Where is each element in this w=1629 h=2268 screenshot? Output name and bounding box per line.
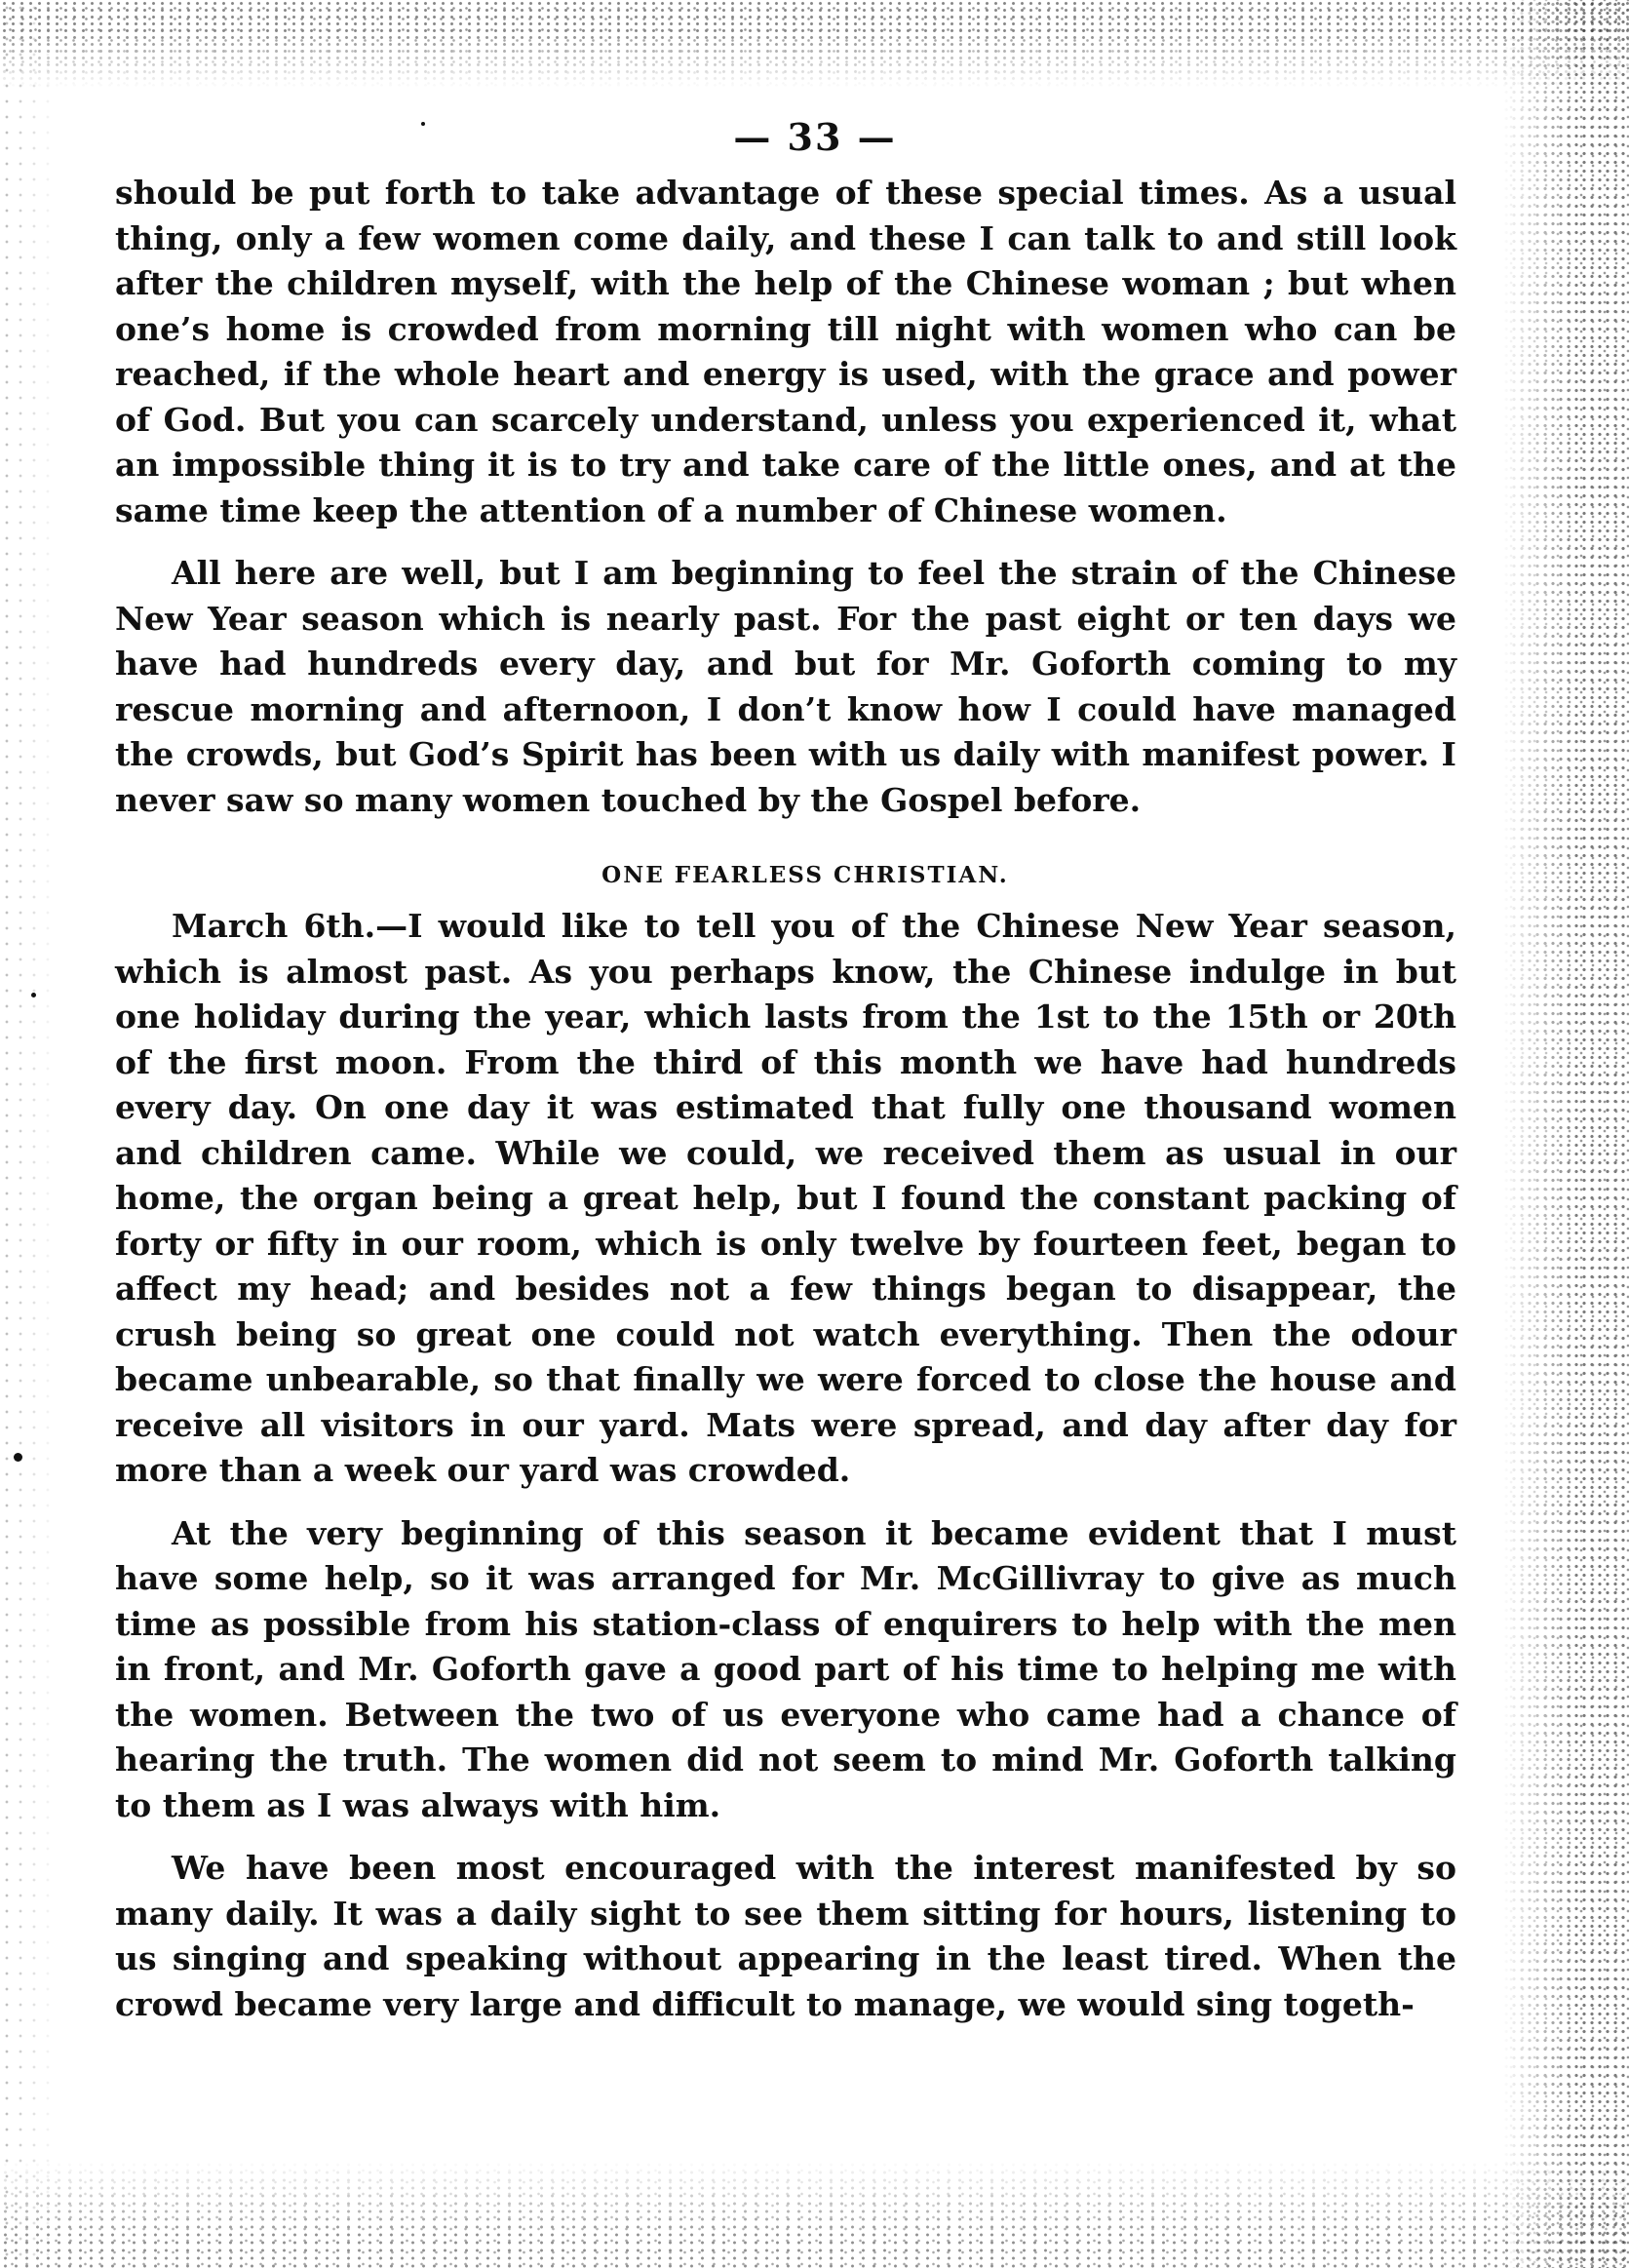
paragraph: At the very beginning of this season it became evident that I must have some help, so it was arranged for Mr. McGillivray to give as much time as possible from his station-class of enquirers to help with the men in front, and Mr. Goforth gave a good part of his time to helping me with the women. Between the two of us everyone who came had a chance of hearing the truth. The women did not seem to mind Mr. Goforth talking to them as I was always with him. <box>115 1513 1456 1824</box>
ink-speck <box>31 993 36 997</box>
paragraph: All here are well, but I am beginning to feel the strain of the Chinese New Year season which is nearly past. For the past eight or ten days we have had hundreds every day, and but for Mr. Goforth coming to my rescue morning and afternoon, I don’t know how I could have managed the crowds, but God’s Spirit has been with us daily with manifest power. I never saw so many women touched by the Gospel before. <box>115 554 1456 819</box>
scan-noise-top <box>0 0 1629 88</box>
page-content <box>115 115 1456 2027</box>
paragraph: We have been most encouraged with the interest manifested by so many daily. It was a daily sight to see them sitting for hours, listening to us singing and speaking without appearing in the least tired. When the crowd became very large and difficult to manage, we would sing togeth- <box>115 1849 1456 2023</box>
section-heading: ONE FEARLESS CHRISTIAN. <box>601 862 1009 888</box>
scan-noise-bottom <box>0 2161 1629 2268</box>
scan-noise-left <box>0 0 58 2268</box>
scan-noise-right <box>1502 0 1629 2268</box>
paragraph: March 6th.—I would like to tell you of the Chinese New Year season, which is almost past. As you perhaps know, the Chinese indulge in but one holiday during the year, which lasts from the 1st to the 15th or 20th of the first moon. From the third of this month we have had hundreds every day. On one day it was estimated that fully one thousand women and children came. While we could, we received them as usual in our home, the organ being a great help, but I found the constant packing of forty or fifty in our room, which is only twelve by fourteen feet, began to affect my head; and besides not a few things began to disappear, the crush being so great one could not watch everything. Then the odour became unbearable, so that finally we were forced to close the house and receive all visitors in our yard. Mats were spread, and day after day for more than a week our yard was crowded. <box>115 907 1456 1489</box>
paragraph: should be put forth to take advantage of these special times. As a usual thing, only a few women come daily, and these I can talk to and still look after the children myself, with the help of the Chinese woman ; but when one’s home is crowded from morning till night with women who can be reached, if the whole heart and energy is used, with the grace and power of God. But you can scarcely understand, unless you experienced it, what an impossible thing it is to try and take care of the little ones, and at the same time keep the attention of a number of Chinese women. <box>115 174 1456 529</box>
ink-speck <box>14 1453 22 1462</box>
page-number: — 33 — <box>733 115 897 159</box>
